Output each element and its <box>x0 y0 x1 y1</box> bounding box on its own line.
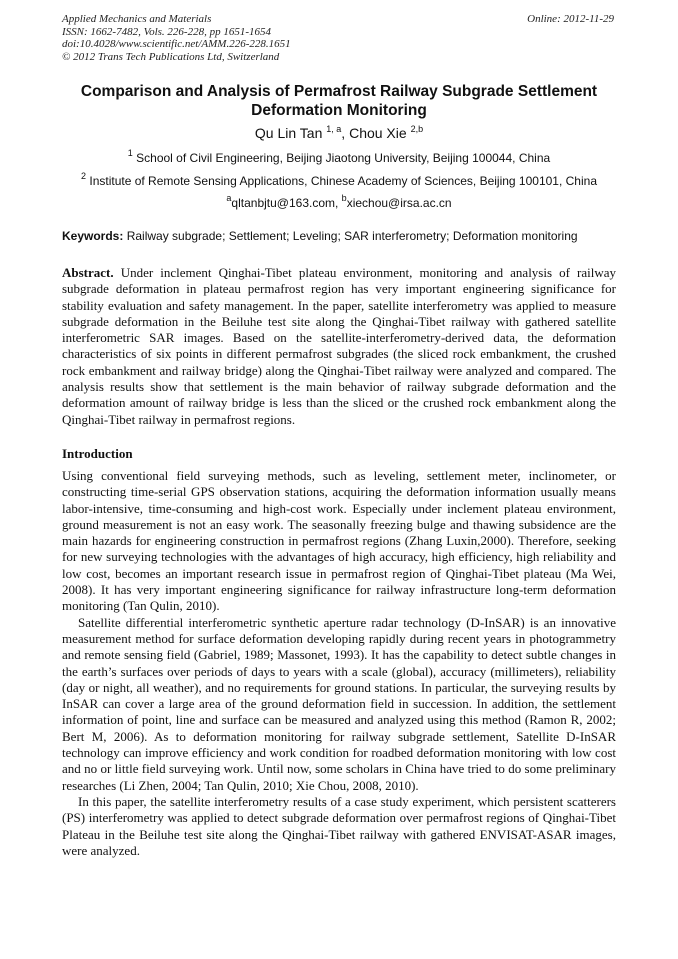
affiliation-mark: 2 <box>81 171 87 181</box>
journal-header <box>62 13 291 63</box>
copyright-line: © 2012 Trans Tech Publications Ltd, Switzerland <box>62 50 280 63</box>
affiliation-text: Institute of Remote Sensing Applications, Chinese Academy of Sciences, Beijing 100101, China <box>89 174 597 188</box>
issn-line: ISSN: 1662-7482, Vols. 226-228, pp 1651-1654 <box>62 25 271 38</box>
abstract-text: Under inclement Qinghai-Tibet plateau environment, monitoring and analysis of railway subgrade deformation in plateau permafrost region has very important engineering significance for stability evaluation and safety management. In the paper, satellite interferometry was applied to measure subgrade deformation in the Beiluhe test site along the Qinghai-Tibet railway with gathered satellite interferometric SAR images. Based on the satellite-interferometry-derived data, the deformation characteristics of six points in different permafrost subgrades (the sliced rock embankment, the crushed rock embankment and railway bridge) along the Qinghai-Tibet railway were analyzed and compared. The analysis results show that settlement is the main behavior of railway subgrade deformation and the deformation amount of railway bridge is less than the sliced or the crushed rock embankment along the Qinghai-Tibet railway in permafrost regions. <box>62 265 616 427</box>
paragraph: Satellite differential interferometric synthetic aperture radar technology (D-InSAR) is an innovative measurement method for surface deformation developing rapidly during recent years in photogrammetry and remote sensing field (Gabriel, 1989; Massonet, 1993). It has the capability to detect subtle changes in the earth’s surfaces over periods of days to years with a scale (global), accuracy (millimeters), reliability (day or night, all weather), and no requirements for ground stations. In particular, the surveying results by InSAR can cover a large area of the ground deformation field in succession. In addition, the settlement information of point, line and surface can be measured and analyzed using this method (Ramon R, 2002; Bert M, 2006). As to deformation monitoring for railway subgrade settlement, Satellite D-InSAR technology can improve efficiency and work condition for roadbed deformation monitoring with low cost and no or little field surveying work. Until now, some scholars in China have tried to do some preliminary researches (Li Zhen, 2004; Tan Qulin, 2010; Xie Chou, 2008, 2010). <box>62 614 616 793</box>
doi-line: doi:10.4028/www.scientific.net/AMM.226-228.1651 <box>62 38 291 50</box>
paper-title: Comparison and Analysis of Permafrost Railway Subgrade Settlement Deformation Monitoring <box>80 83 598 119</box>
introduction-body <box>62 468 616 859</box>
affiliation-text: School of Civil Engineering, Beijing Jiaotong University, Beijing 100044, China <box>136 151 551 165</box>
keywords-label: Keywords: <box>62 229 124 243</box>
online-date: Online: 2012-11-29 <box>527 13 614 25</box>
author-emails <box>62 193 616 211</box>
author-affiliation-mark: 2,b <box>410 124 424 134</box>
email-mark: a <box>226 193 232 203</box>
keywords-text: Railway subgrade; Settlement; Leveling; SAR interferometry; Deformation monitoring <box>123 229 578 243</box>
author-name: Chou Xie <box>349 125 407 141</box>
abstract-label: Abstract. <box>62 265 114 280</box>
keywords-line <box>62 229 616 244</box>
affiliation-1 <box>62 148 616 166</box>
email-mark: b <box>341 193 347 203</box>
author-separator: , <box>341 125 350 141</box>
author-name: Qu Lin Tan <box>254 125 323 141</box>
email-link[interactable]: qltanbjtu@163.com, <box>231 196 342 210</box>
paragraph: Using conventional field surveying methods, such as leveling, settlement meter, inclinometer, or constructing time-serial GPS observation stations, acquiring the deformation information usually means labor-intensive, time-consuming and high-cost work. Especially under inclement plateau environment, ground measurement is not an easy work. The seasonally freezing bulge and thawing subsidence are the main hazards for engineering construction in permafrost regions (Zhang Luxin,2000). Therefore, seeking for new surveying technologies with the advantages of high accuracy, high efficiency, high reliability and low cost, becomes an important research issue in permafrost region of Qinghai-Tibet plateau (Ma Wei, 2008). It has very important engineering significance for railway infrastructure long-term deformation monitoring (Tan Qulin, 2010). <box>62 468 616 614</box>
section-heading: Introduction <box>62 446 133 461</box>
affiliation-mark: 1 <box>127 148 133 158</box>
journal-name: Applied Mechanics and Materials <box>62 13 212 25</box>
abstract <box>62 265 616 428</box>
author-line <box>62 124 616 142</box>
paragraph: In this paper, the satellite interferometry results of a case study experiment, which persistent scatterers (PS) interferometry was applied to detect subgrade deformation over permafrost regions of Qinghai-Tibet Plateau in the Beiluhe test site along the Qinghai-Tibet railway with gathered ENVISAT-ASAR images, were analyzed. <box>62 793 616 858</box>
email-link[interactable]: xiechou@irsa.ac.cn <box>346 196 452 210</box>
author-affiliation-mark: 1, a <box>326 124 342 134</box>
affiliation-2 <box>62 171 616 189</box>
